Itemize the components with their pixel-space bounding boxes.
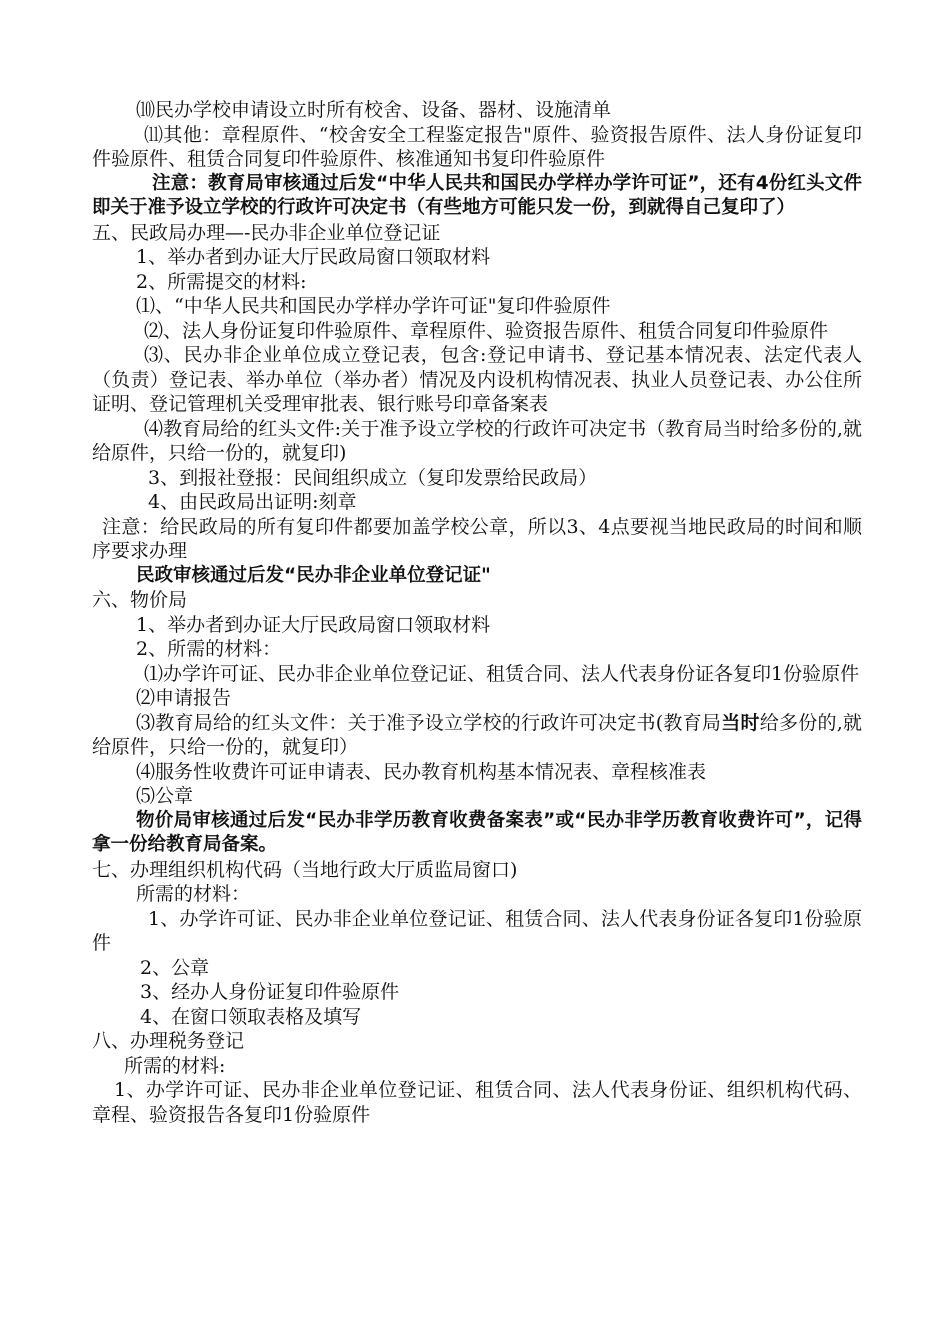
- text-segment: 给多份的,就给原件，只给一份的，就复印）: [92, 711, 862, 758]
- section-heading: 五、民政局办理—-民办非企业单位登记证: [92, 221, 441, 244]
- text-line: 4、在窗口领取表格及填写: [140, 1005, 362, 1028]
- text-line: 1、办学许可证、民办非企业单位登记证、租赁合同、法人代表身份证、组织机构代码、章程、验资报告各复印1份验原件: [92, 1079, 862, 1126]
- text-line: 4、由民政局出证明:刻章: [148, 491, 357, 513]
- text-line: 1、举办者到办证大厅民政局窗口领取材料: [136, 613, 491, 636]
- text-line: 2、所需提交的材料:: [136, 270, 307, 293]
- text-line: ⑾其他：章程原件、“校舍安全工程鉴定报告"原件、验资报告原件、法人身份证复印件验原件、租赁合同复印件验原件、核准通知书复印件验原件: [92, 123, 862, 170]
- bold-segment: 当时: [721, 711, 760, 734]
- text-line: 2、公章: [140, 956, 210, 979]
- text-line: ⑴、“中华人民共和国民办学样办学许可证"复印件验原件: [136, 295, 611, 317]
- section-heading: 七、办理组织机构代码（当地行政大厅质监局窗口): [92, 858, 518, 881]
- text-line: ⑸公章: [136, 785, 194, 807]
- text-line: 3、经办人身份证复印件验原件: [140, 981, 400, 1003]
- text-line: 1、举办者到办证大厅民政局窗口领取材料: [136, 246, 491, 268]
- document-page: [92, 98, 862, 1127]
- text-line: ⑷服务性收费许可证申请表、民办教育机构基本情况表、章程核准表: [136, 760, 707, 783]
- text-line: ⑶、民办非企业单位成立登记表，包含:登记申请书、登记基本情况表、法定代表人（负责）登记表、举办单位（举办者）情况及内设机构情况表、执业人员登记表、办公住所证明、登记管理机关受理审批表、银行账号印章备案表: [92, 344, 862, 415]
- text-line: ⑵申请报告: [136, 687, 232, 709]
- text-line: 所需的材料:: [124, 1054, 226, 1077]
- notice-line: 注意：给民政局的所有复印件都要加盖学校公章，所以3、4点要视当地民政局的时间和顺序要求办理: [92, 515, 862, 562]
- notice-bold: 民政审核通过后发“民办非企业单位登记证": [136, 564, 491, 586]
- text-line: 1、办学许可证、民办非企业单位登记证、租赁合同、法人代表身份证各复印1份验原件: [92, 907, 862, 954]
- text-line: 2、所需的材料：: [136, 638, 282, 660]
- notice-bold: 注意：教育局审核通过后发“中华人民共和国民办学样办学许可证”，还有4份红头文件即关于准予设立学校的行政许可决定书（有些地方可能只发一份，到就得自己复印了）: [92, 172, 862, 218]
- notice-bold: 物价局审核通过后发“民办非学历教育收费备案表”或“民办非学历教育收费许可”，记得拿一份给教育局备案。: [92, 809, 862, 855]
- text-line: ⑷教育局给的红头文件:关于准予设立学校的行政许可决定书（教育局当时给多份的,就给原件，只给一份的，就复印): [92, 417, 862, 464]
- section-heading: 六、物价局: [92, 589, 188, 611]
- section-heading: 八、办理税务登记: [92, 1030, 245, 1052]
- text-line: [92, 711, 862, 760]
- text-line: ⑽民办学校申请设立时所有校舍、设备、器材、设施清单: [136, 99, 612, 121]
- text-line: ⑵、法人身份证复印件验原件、章程原件、验资报告原件、租赁合同复印件验原件: [144, 319, 829, 342]
- text-line: ⑴办学许可证、民办非企业单位登记证、租赁合同、法人代表身份证各复印1份验原件: [144, 662, 860, 685]
- text-segment: ⑶教育局给的红头文件：关于准予设立学校的行政许可决定书(教育局: [136, 711, 722, 734]
- text-line: 所需的材料：: [136, 883, 251, 905]
- text-line: 3、到报社登报：民间组织成立（复印发票给民政局）: [148, 466, 598, 489]
